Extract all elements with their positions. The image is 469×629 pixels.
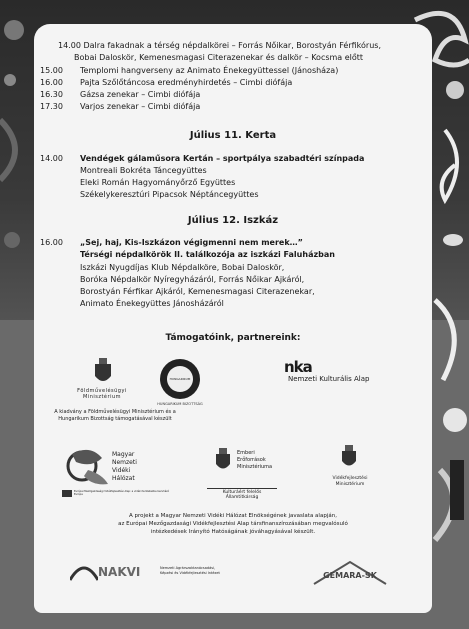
- mnvh-line4: Hálózat: [112, 475, 135, 482]
- mnvh-line1: Magyar: [112, 451, 135, 458]
- fm-logo-line2: Minisztérium: [82, 394, 121, 400]
- schedule-time: 17.30: [40, 102, 63, 111]
- nakvi-logo-icon: [70, 560, 98, 582]
- schedule-text: Pajta Szőlőtáncosa eredményhirdetés – Cimbi diófája: [80, 78, 293, 87]
- performer: Animato Énekegyüttes Jánosházáról: [80, 299, 224, 308]
- nka-name: Nemzeti Kulturális Alap: [288, 375, 370, 383]
- performer: Boróka Népdalkör Nyíregyházáról, Forrás Nőikar Ajkáról,: [80, 275, 305, 284]
- event-title: „Sej, haj, Kis-Iszkázon végigmenni nem merek…”: [80, 238, 303, 247]
- supporters-heading: Támogatóink, partnereink:: [165, 333, 301, 343]
- schedule-text: Gázsa zenekar – Cimbi diófája: [80, 90, 201, 99]
- emmi-sub1: Kulturáért felelős: [207, 488, 277, 495]
- mnvh-line3: Vidéki: [112, 467, 131, 474]
- fm-logo-line1: Földművelésügyi: [77, 388, 127, 394]
- emmi-sub2: Államtitkárság: [225, 495, 259, 500]
- emmi-line3: Minisztériuma: [237, 464, 273, 470]
- eu-flag-icon: [62, 490, 72, 497]
- hungarikum-center: HUNGARIKUM: [169, 377, 191, 381]
- hungarikum-ring: HUNGARIKUM BIZOTTSÁG: [157, 402, 203, 406]
- vm-line1: Vidékfejlesztési: [332, 476, 368, 481]
- schedule-time: 16.00: [40, 238, 63, 247]
- schedule-line: Bobai Daloskör, Kemenesmagasi Citerazenekar és dalkör – Kocsma előtt: [74, 53, 364, 62]
- performer: Székelykeresztúri Pipacsok Néptáncegyüttes: [80, 190, 259, 199]
- schedule-text: Templomi hangverseny az Animato Énekegyüttessel (Jánosháza): [80, 66, 339, 75]
- fm-caption-line1: A kiadvány a Földművelésügyi Minisztérium és a: [54, 409, 176, 415]
- schedule-time: 16.30: [40, 90, 63, 99]
- footer-line1: A projekt a Magyar Nemzeti Vidéki Hálózat Elnökségének javaslata alapján,: [129, 513, 337, 519]
- schedule-text: Varjos zenekar – Cimbi diófája: [80, 102, 201, 111]
- emmi-line2: Erőforrások: [237, 457, 266, 463]
- eu-small-text: Európai Mezőgazdasági Vidékfejlesztési Alap: a vidéki területekbe beruházó Európa: [74, 490, 170, 496]
- performer: Iszkázi Nyugdíjas Klub Népdalköre, Bobai Daloskör,: [80, 263, 285, 272]
- gemara-name: GEMARA-SK: [323, 571, 377, 580]
- nakvi-sub2: Képzési és Vidékfejlesztési Intézet: [160, 571, 220, 575]
- emmi-line1: Emberi: [237, 450, 255, 456]
- schedule-time: 15.00: [40, 66, 63, 75]
- nakvi-sub1: Nemzeti Agrárszaktanácsadási,: [160, 566, 216, 570]
- day-heading: Július 11. Kerta: [189, 130, 277, 141]
- nka-logo: nka: [284, 358, 312, 376]
- coat-of-arms-icon: [340, 444, 358, 470]
- event-title: Vendégek gálaműsora Kertán – sportpálya szabadtéri színpada: [80, 154, 365, 163]
- performer: Montreali Bokréta Táncegyüttes: [80, 166, 207, 175]
- schedule-time: 14.00: [40, 154, 63, 163]
- fm-caption-line2: Hungarikum Bizottság támogatásával készült: [58, 416, 172, 422]
- schedule-line: 14.00 Dalra fakadnak a térség népdalkörei – Forrás Nőikar, Borostyán Férfikórus,: [58, 41, 381, 50]
- vm-line2: Minisztérium: [335, 482, 365, 487]
- mnvh-logo-icon: [62, 444, 112, 488]
- event-subtitle: Térségi népdalkörök II. találkozója az iszkázi Faluházban: [80, 250, 335, 259]
- footer-line2: az Európai Mezőgazdasági Vidékfejlesztési Alap társfinanszírozásában megvalósuló: [118, 521, 348, 527]
- performer: Borostyán Férfikar Ajkáról, Kemenesmagasi Citerazenekar,: [80, 287, 315, 296]
- schedule-time: 16.00: [40, 78, 63, 87]
- performer: Eleki Román Hagyományőrző Együttes: [80, 178, 236, 187]
- day-heading: Július 12. Iszkáz: [187, 215, 279, 226]
- coat-of-arms-icon: [214, 447, 232, 473]
- mnvh-line2: Nemzeti: [112, 459, 137, 466]
- coat-of-arms-icon: [93, 356, 113, 386]
- nakvi-name: NAKVI: [98, 565, 141, 579]
- footer-line3: intézkedések Irányító Hatóságának jóváhagyásával készült.: [150, 529, 316, 535]
